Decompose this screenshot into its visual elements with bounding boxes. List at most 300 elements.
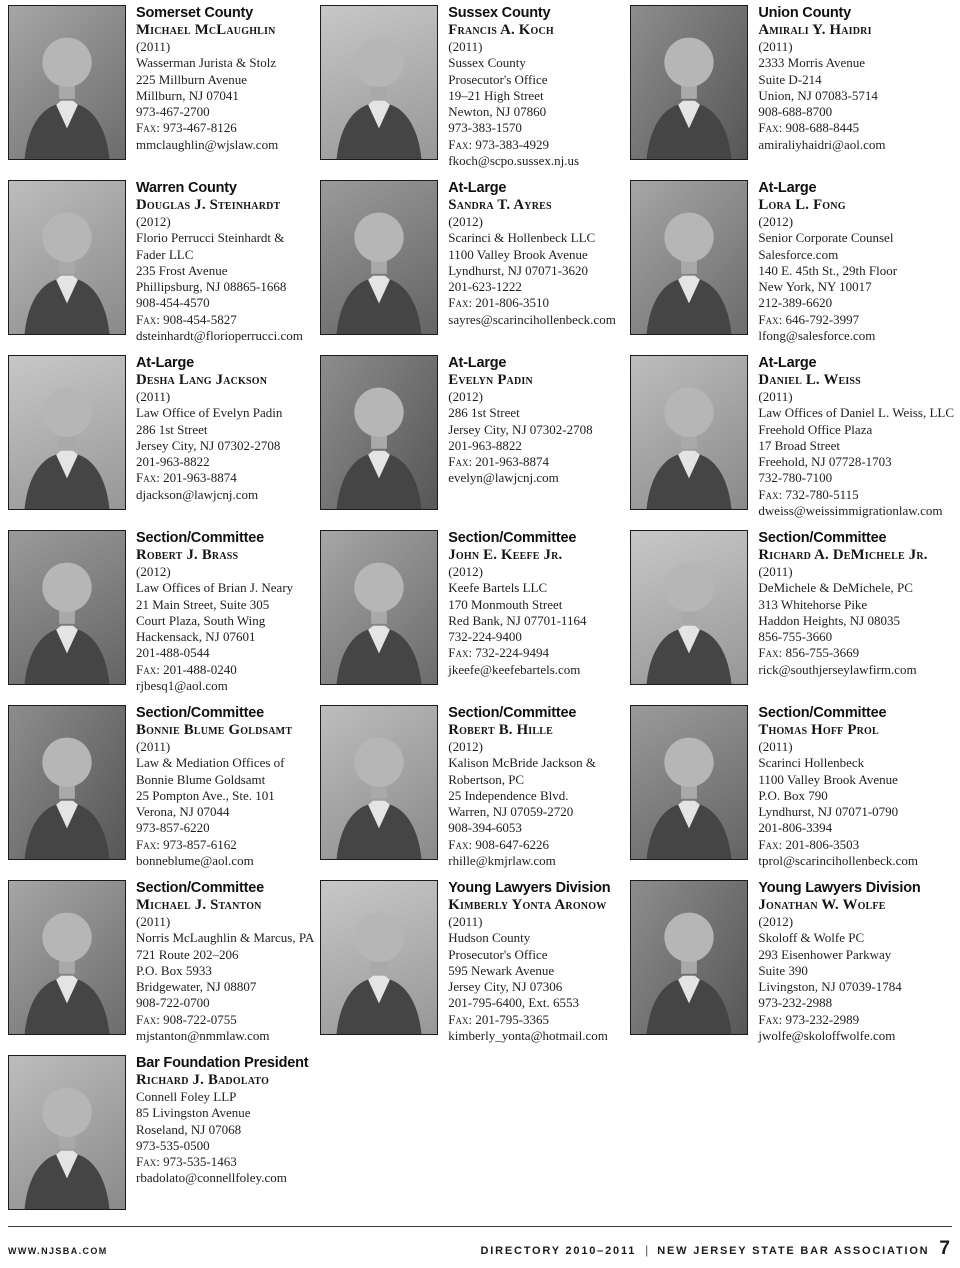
directory-entry [630,180,954,355]
fax-label: Fax: [758,836,783,852]
entry-fax-line [136,837,314,853]
entry-address [448,55,624,136]
portrait-photo [8,880,126,1035]
fax-label: Fax: [448,836,473,852]
entry-category: Union County [758,5,852,21]
entry-fax-line [758,837,954,853]
entry-fax-line [448,837,624,853]
person-silhouette-icon [321,881,437,1034]
entry-email: dweiss@weissimmigrationlaw.com [758,503,943,519]
entry-address-line: 908-688-8700 [758,104,833,120]
entry-term-year: (2012) [758,214,794,229]
entry-fax-line [758,487,954,503]
entry-address [136,55,314,120]
person-silhouette-icon [9,1056,125,1209]
entry-info [448,355,624,487]
entry-address-line: Florio Perrucci Steinhardt & [136,230,285,246]
entry-email: rick@southjerseylawfirm.com [758,661,917,677]
entry-address-line: 293 Eisenhower Parkway [758,946,892,962]
entry-category: At-Large [758,180,817,196]
entry-address-line: Suite D-214 [758,71,822,87]
footer-website: WWW.NJSBA.COM [8,1246,108,1256]
entry-info [448,530,624,678]
entry-address-line: Law & Mediation Offices of [136,755,285,771]
entry-fax-number: 201-806-3503 [782,836,860,852]
directory-entry [8,355,314,530]
entry-email: djackson@lawjcnj.com [136,486,259,502]
directory-entry [630,355,954,530]
directory-entry [8,530,314,705]
entry-name: Robert J. Brass [136,547,239,563]
person-silhouette-icon [631,881,747,1034]
footer-directory-title: DIRECTORY 2010–2011 [480,1245,637,1257]
directory-entry [320,5,624,180]
fax-label: Fax: [136,120,160,136]
entry-address-line: 19–21 High Street [448,87,544,103]
entry-address-line: 235 Frost Avenue [136,262,228,278]
entry-address-line: Warren, NJ 07059-2720 [448,804,574,820]
entry-address-line: P.O. Box 790 [758,787,828,803]
person-silhouette-icon [321,181,437,334]
entry-info [758,5,954,153]
entry-info [136,705,314,869]
entry-name: Kimberly Yonta Aronow [448,897,607,913]
directory-entry [320,880,624,1055]
portrait-photo [8,5,126,160]
entry-address-line: 973-535-0500 [136,1137,210,1153]
entry-fax-line [136,1012,314,1028]
entry-address-line: Senior Corporate Counsel [758,230,894,246]
entry-address-line: Jersey City, NJ 07306 [448,979,563,995]
person-silhouette-icon [631,706,747,859]
entry-term-year: (2011) [136,914,171,929]
portrait-photo [8,1055,126,1210]
entry-category: Section/Committee [448,705,577,721]
entry-category: At-Large [448,180,507,196]
entry-email: jkeefe@keefebartels.com [448,661,581,677]
entry-fax-number: 732-780-5115 [782,486,859,502]
portrait-photo [630,530,748,685]
entry-address-line: 25 Pompton Ave., Ste. 101 [136,787,275,803]
directory-entry [320,705,624,880]
entry-address-line: Verona, NJ 07044 [136,804,230,820]
portrait-photo [320,355,438,510]
fax-label: Fax: [758,1011,783,1027]
entry-address-line: 732-780-7100 [758,470,833,486]
entry-address-line: 201-795-6400, Ext. 6553 [448,995,579,1011]
portrait-photo [320,180,438,335]
entry-name: Daniel L. Weiss [758,372,861,388]
directory-entry [320,530,624,705]
entry-name: Bonnie Blume Goldsamt [136,722,293,738]
entry-email: fkoch@scpo.sussex.nj.us [448,153,580,169]
directory-entry [630,705,954,880]
entry-address-line: 201-488-0544 [136,645,210,661]
portrait-photo [630,705,748,860]
entry-address-line: Prosecutor's Office [448,71,548,87]
entry-address-line: Wasserman Jurista & Stolz [136,55,277,71]
entry-category: Section/Committee [758,530,887,546]
entry-term-year: (2012) [136,214,171,229]
directory-entry [8,5,314,180]
entry-term-year: (2011) [136,389,171,404]
entry-address-line: Connell Foley LLP [136,1089,237,1104]
entry-name: Michael McLaughlin [136,22,276,38]
entry-email: bonneblume@aol.com [136,853,254,869]
entry-address-line: 973-383-1570 [448,120,522,136]
portrait-photo [320,705,438,860]
entry-name: John E. Keefe Jr. [448,547,563,563]
entry-info [758,530,954,678]
entry-fax-number: 201-963-8874 [472,454,550,470]
entry-category: Young Lawyers Division [758,880,921,896]
entry-email: evelyn@lawjcnj.com [448,470,559,486]
person-silhouette-icon [9,531,125,684]
entries-grid [8,5,954,1230]
entry-address [448,580,624,645]
portrait-photo [8,530,126,685]
entry-address-line: 1100 Valley Brook Avenue [448,246,588,262]
entry-info [136,880,314,1044]
fax-label: Fax: [758,486,783,502]
entry-fax-line [448,137,624,153]
person-silhouette-icon [321,706,437,859]
portrait-photo [8,180,126,335]
entry-fax-number: 973-383-4929 [472,136,550,152]
fax-label: Fax: [136,661,160,677]
entry-name: Thomas Hoff Prol [758,722,879,738]
entry-email: amiraliyhaidri@aol.com [758,136,886,152]
entry-address [758,405,954,486]
entry-address-line: 201-963-8822 [448,437,522,453]
entry-address-line: Lyndhurst, NJ 07071-0790 [758,804,899,820]
entry-name: Richard A. DeMichele Jr. [758,547,928,563]
fax-label: Fax: [136,311,160,327]
entry-term-year: (2012) [448,739,483,754]
entry-address-line: 2333 Morris Avenue [758,55,866,71]
entry-category: Young Lawyers Division [448,880,611,896]
entry-address-line: 17 Broad Street [758,437,840,453]
entry-address-line: Fader LLC [136,246,194,262]
entry-category: Sussex County [448,5,551,21]
entry-address-line: 201-963-8822 [136,454,210,470]
entry-address-line: Scarinci & Hollenbeck LLC [448,230,596,246]
entry-address-line: Haddon Heights, NJ 08035 [758,612,900,628]
entry-email: sayres@scarincihollenbeck.com [448,311,616,327]
entry-address [136,930,314,1011]
entry-address-line: P.O. Box 5933 [136,962,212,978]
entry-address-line: Lyndhurst, NJ 07071-3620 [448,262,589,278]
entry-info [136,530,314,694]
entry-info [758,355,954,519]
directory-entry [630,5,954,180]
portrait-photo [8,355,126,510]
person-silhouette-icon [321,356,437,509]
entry-term-year: (2012) [136,564,171,579]
portrait-photo [630,5,748,160]
entry-term-year: (2011) [448,914,483,929]
entry-address-line: 225 Millburn Avenue [136,71,247,87]
entry-address [448,405,624,454]
entry-address-line: Jersey City, NJ 07302-2708 [448,421,593,437]
entry-address [758,755,954,836]
entry-fax-number: 908-454-5827 [159,311,237,327]
entry-address-line: 973-857-6220 [136,820,210,836]
directory-entry [320,180,624,355]
entry-fax-number: 201-488-0240 [159,661,237,677]
entry-address-line: Millburn, NJ 07041 [136,87,239,103]
entry-term-year: (2011) [758,39,793,54]
entry-name: Sandra T. Ayres [448,197,552,213]
entry-address-line: Livingston, NJ 07039-1784 [758,979,902,995]
entry-address-line: Newton, NJ 07860 [448,104,547,120]
entry-address-line: Bridgewater, NJ 08807 [136,979,257,995]
entry-category: Section/Committee [448,530,577,546]
entry-address-line: 25 Independence Blvd. [448,787,569,803]
directory-entry [8,180,314,355]
entry-address-line: 595 Newark Avenue [448,962,555,978]
entry-address-line: Phillipsburg, NJ 08865-1668 [136,279,287,295]
entry-email: rjbesq1@aol.com [136,678,228,694]
person-silhouette-icon [631,181,747,334]
entry-address-line: Freehold Office Plaza [758,421,873,437]
entry-fax-line [448,1012,624,1028]
entry-name: Richard J. Badolato [136,1072,270,1088]
entry-email: rhille@kmjrlaw.com [448,853,556,869]
entry-fax-number: 973-232-2989 [782,1011,860,1027]
entry-info [136,355,314,503]
entry-address-line: 140 E. 45th St., 29th Floor [758,262,898,278]
entry-address-line: 313 Whitehorse Pike [758,596,868,612]
footer-right [480,1238,950,1260]
entry-fax-number: 908-647-6226 [472,836,550,852]
entry-category: Bar Foundation President [136,1055,309,1071]
footer-association: NEW JERSEY STATE BAR ASSOCIATION [657,1245,930,1257]
entry-address-line: Suite 390 [758,962,808,978]
person-silhouette-icon [631,6,747,159]
entry-address-line: 908-722-0700 [136,995,210,1011]
entry-fax-number: 973-857-6162 [159,836,237,852]
entry-term-year: (2012) [448,214,483,229]
entry-fax-number: 201-806-3510 [472,295,550,311]
entry-fax-line [136,470,314,486]
entry-name: Amirali Y. Haidri [758,22,872,38]
directory-entry [320,355,624,530]
entry-fax-number: 856-755-3669 [782,645,860,661]
entry-address-line: Freehold, NJ 07728-1703 [758,454,892,470]
entry-address-line: Sussex County [448,55,526,71]
entry-address-line: Union, NJ 07083-5714 [758,87,878,103]
entry-address-line: Scarinci Hollenbeck [758,755,865,771]
entry-category: Warren County [136,180,237,196]
entry-address-line: 286 1st Street [136,421,208,437]
entry-fax-line [136,120,314,136]
entry-info [758,180,954,344]
entry-address-line: Bonnie Blume Goldsamt [136,771,266,787]
entry-address-line: Jersey City, NJ 07302-2708 [136,437,281,453]
entry-address-line: 201-623-1222 [448,279,522,295]
entry-fax-line [136,662,314,678]
entry-fax-number: 973-535-1463 [159,1154,237,1170]
entry-name: Francis A. Koch [448,22,554,38]
entry-address-line: 201-806-3394 [758,820,833,836]
entry-term-year: (2012) [448,564,483,579]
footer-rule [8,1226,952,1227]
entry-address-line: Law Office of Evelyn Padin [136,405,283,421]
fax-label: Fax: [448,645,473,661]
entry-address [136,1089,314,1154]
entry-address-line: Red Bank, NJ 07701-1164 [448,612,587,628]
entry-address [136,405,314,470]
entry-address-line: 212-389-6620 [758,295,833,311]
entry-address-line: 721 Route 202–206 [136,946,239,962]
entry-term-year: (2011) [758,564,793,579]
entry-info [136,180,314,344]
directory-entry [630,530,954,705]
entry-fax-line [758,645,954,661]
entry-address-line: Roseland, NJ 07068 [136,1121,242,1137]
portrait-photo [320,5,438,160]
entry-address-line: 170 Monmouth Street [448,596,563,612]
portrait-photo [8,705,126,860]
fax-label: Fax: [448,136,473,152]
fax-label: Fax: [448,454,473,470]
entry-address-line: 973-467-2700 [136,104,210,120]
entry-info [448,5,624,169]
entry-category: Section/Committee [136,530,264,546]
entry-address [758,930,954,1011]
entry-address-line: 21 Main Street, Suite 305 [136,596,270,612]
entry-name: Evelyn Padin [448,372,533,388]
entry-address [758,580,954,645]
fax-label: Fax: [758,120,783,136]
entry-address-line: Keefe Bartels LLC [448,580,548,596]
person-silhouette-icon [9,706,125,859]
entry-name: Jonathan W. Wolfe [758,897,886,913]
person-silhouette-icon [9,881,125,1034]
entry-address-line: 286 1st Street [448,405,520,421]
entry-address-line: Kalison McBride Jackson & [448,755,596,771]
directory-entry [630,880,954,1055]
entry-address-line: Prosecutor's Office [448,946,548,962]
entry-fax-line [448,645,624,661]
entry-name: Douglas J. Steinhardt [136,197,281,213]
entry-address-line: Law Offices of Daniel L. Weiss, LLC [758,405,954,421]
entry-fax-number: 201-963-8874 [159,470,237,486]
entry-address-line: Hackensack, NJ 07601 [136,629,256,645]
entry-fax-number: 908-688-8445 [782,120,860,136]
person-silhouette-icon [9,6,125,159]
entry-fax-number: 201-795-3365 [472,1011,550,1027]
fax-label: Fax: [758,645,783,661]
entry-address-line: 908-394-6053 [448,820,522,836]
entry-category: At-Large [136,355,195,371]
entry-term-year: (2012) [758,914,794,929]
entry-email: dsteinhardt@florioperrucci.com [136,328,303,344]
entry-info [448,705,624,869]
entry-address [448,755,624,836]
footer-bar [8,1238,950,1260]
entry-fax-line [448,295,624,311]
entry-term-year: (2011) [136,739,171,754]
fax-label: Fax: [758,311,783,327]
entry-address-line: Court Plaza, South Wing [136,612,266,628]
footer-page-number: 7 [939,1238,950,1259]
person-silhouette-icon [631,531,747,684]
person-silhouette-icon [9,181,125,334]
entry-email: mjstanton@nmmlaw.com [136,1028,270,1044]
fax-label: Fax: [448,295,473,311]
entry-category: Section/Committee [758,705,887,721]
entry-term-year: (2011) [758,739,793,754]
entry-address [758,230,954,311]
entry-category: Section/Committee [136,705,264,721]
directory-entry [8,705,314,880]
entry-address-line: Hudson County [448,930,531,946]
fax-label: Fax: [448,1011,473,1027]
entry-address [758,55,954,120]
person-silhouette-icon [321,531,437,684]
entry-name: Michael J. Stanton [136,897,262,913]
entry-term-year: (2011) [448,39,483,54]
entry-fax-line [136,312,314,328]
fax-label: Fax: [136,836,160,852]
entry-term-year: (2011) [758,389,793,404]
entry-address [136,580,314,661]
entry-address-line: Salesforce.com [758,246,839,262]
entry-email: lfong@salesforce.com [758,328,876,344]
entry-name: Robert B. Hille [448,722,553,738]
entry-address [448,930,624,1011]
entry-term-year: (2011) [136,39,171,54]
entry-name: Lora L. Fong [758,197,846,213]
entry-info [136,1055,314,1187]
portrait-photo [630,880,748,1035]
directory-entry [8,1055,314,1230]
entry-address-line: 856-755-3660 [758,629,833,645]
entry-info [136,5,314,153]
fax-label: Fax: [136,1011,160,1027]
entry-address [448,230,624,295]
entry-email: rbadolato@connellfoley.com [136,1170,287,1186]
entry-address [136,755,314,836]
entry-fax-number: 732-224-9494 [472,645,550,661]
entry-address-line: Law Offices of Brian J. Neary [136,580,294,596]
entry-address [136,230,314,311]
portrait-photo [320,530,438,685]
entry-address-line: 908-454-4570 [136,295,210,311]
person-silhouette-icon [631,356,747,509]
entry-email: tprol@scarincihollenbeck.com [758,853,919,869]
entry-info [448,180,624,328]
entry-fax-line [758,1012,954,1028]
entry-address-line: 1100 Valley Brook Avenue [758,771,898,787]
portrait-photo [630,180,748,335]
entry-name: Desha Lang Jackson [136,372,268,388]
fax-label: Fax: [136,1154,160,1170]
person-silhouette-icon [9,356,125,509]
entry-term-year: (2012) [448,389,483,404]
entry-fax-number: 908-722-0755 [159,1011,237,1027]
directory-entry [8,880,314,1055]
entry-address-line: DeMichele & DeMichele, PC [758,580,913,596]
entry-fax-line [758,120,954,136]
entry-info [758,880,954,1044]
entry-category: Somerset County [136,5,254,21]
entry-fax-line [758,312,954,328]
entry-fax-number: 973-467-8126 [159,120,237,136]
entry-address-line: Norris McLaughlin & Marcus, PA [136,930,315,946]
